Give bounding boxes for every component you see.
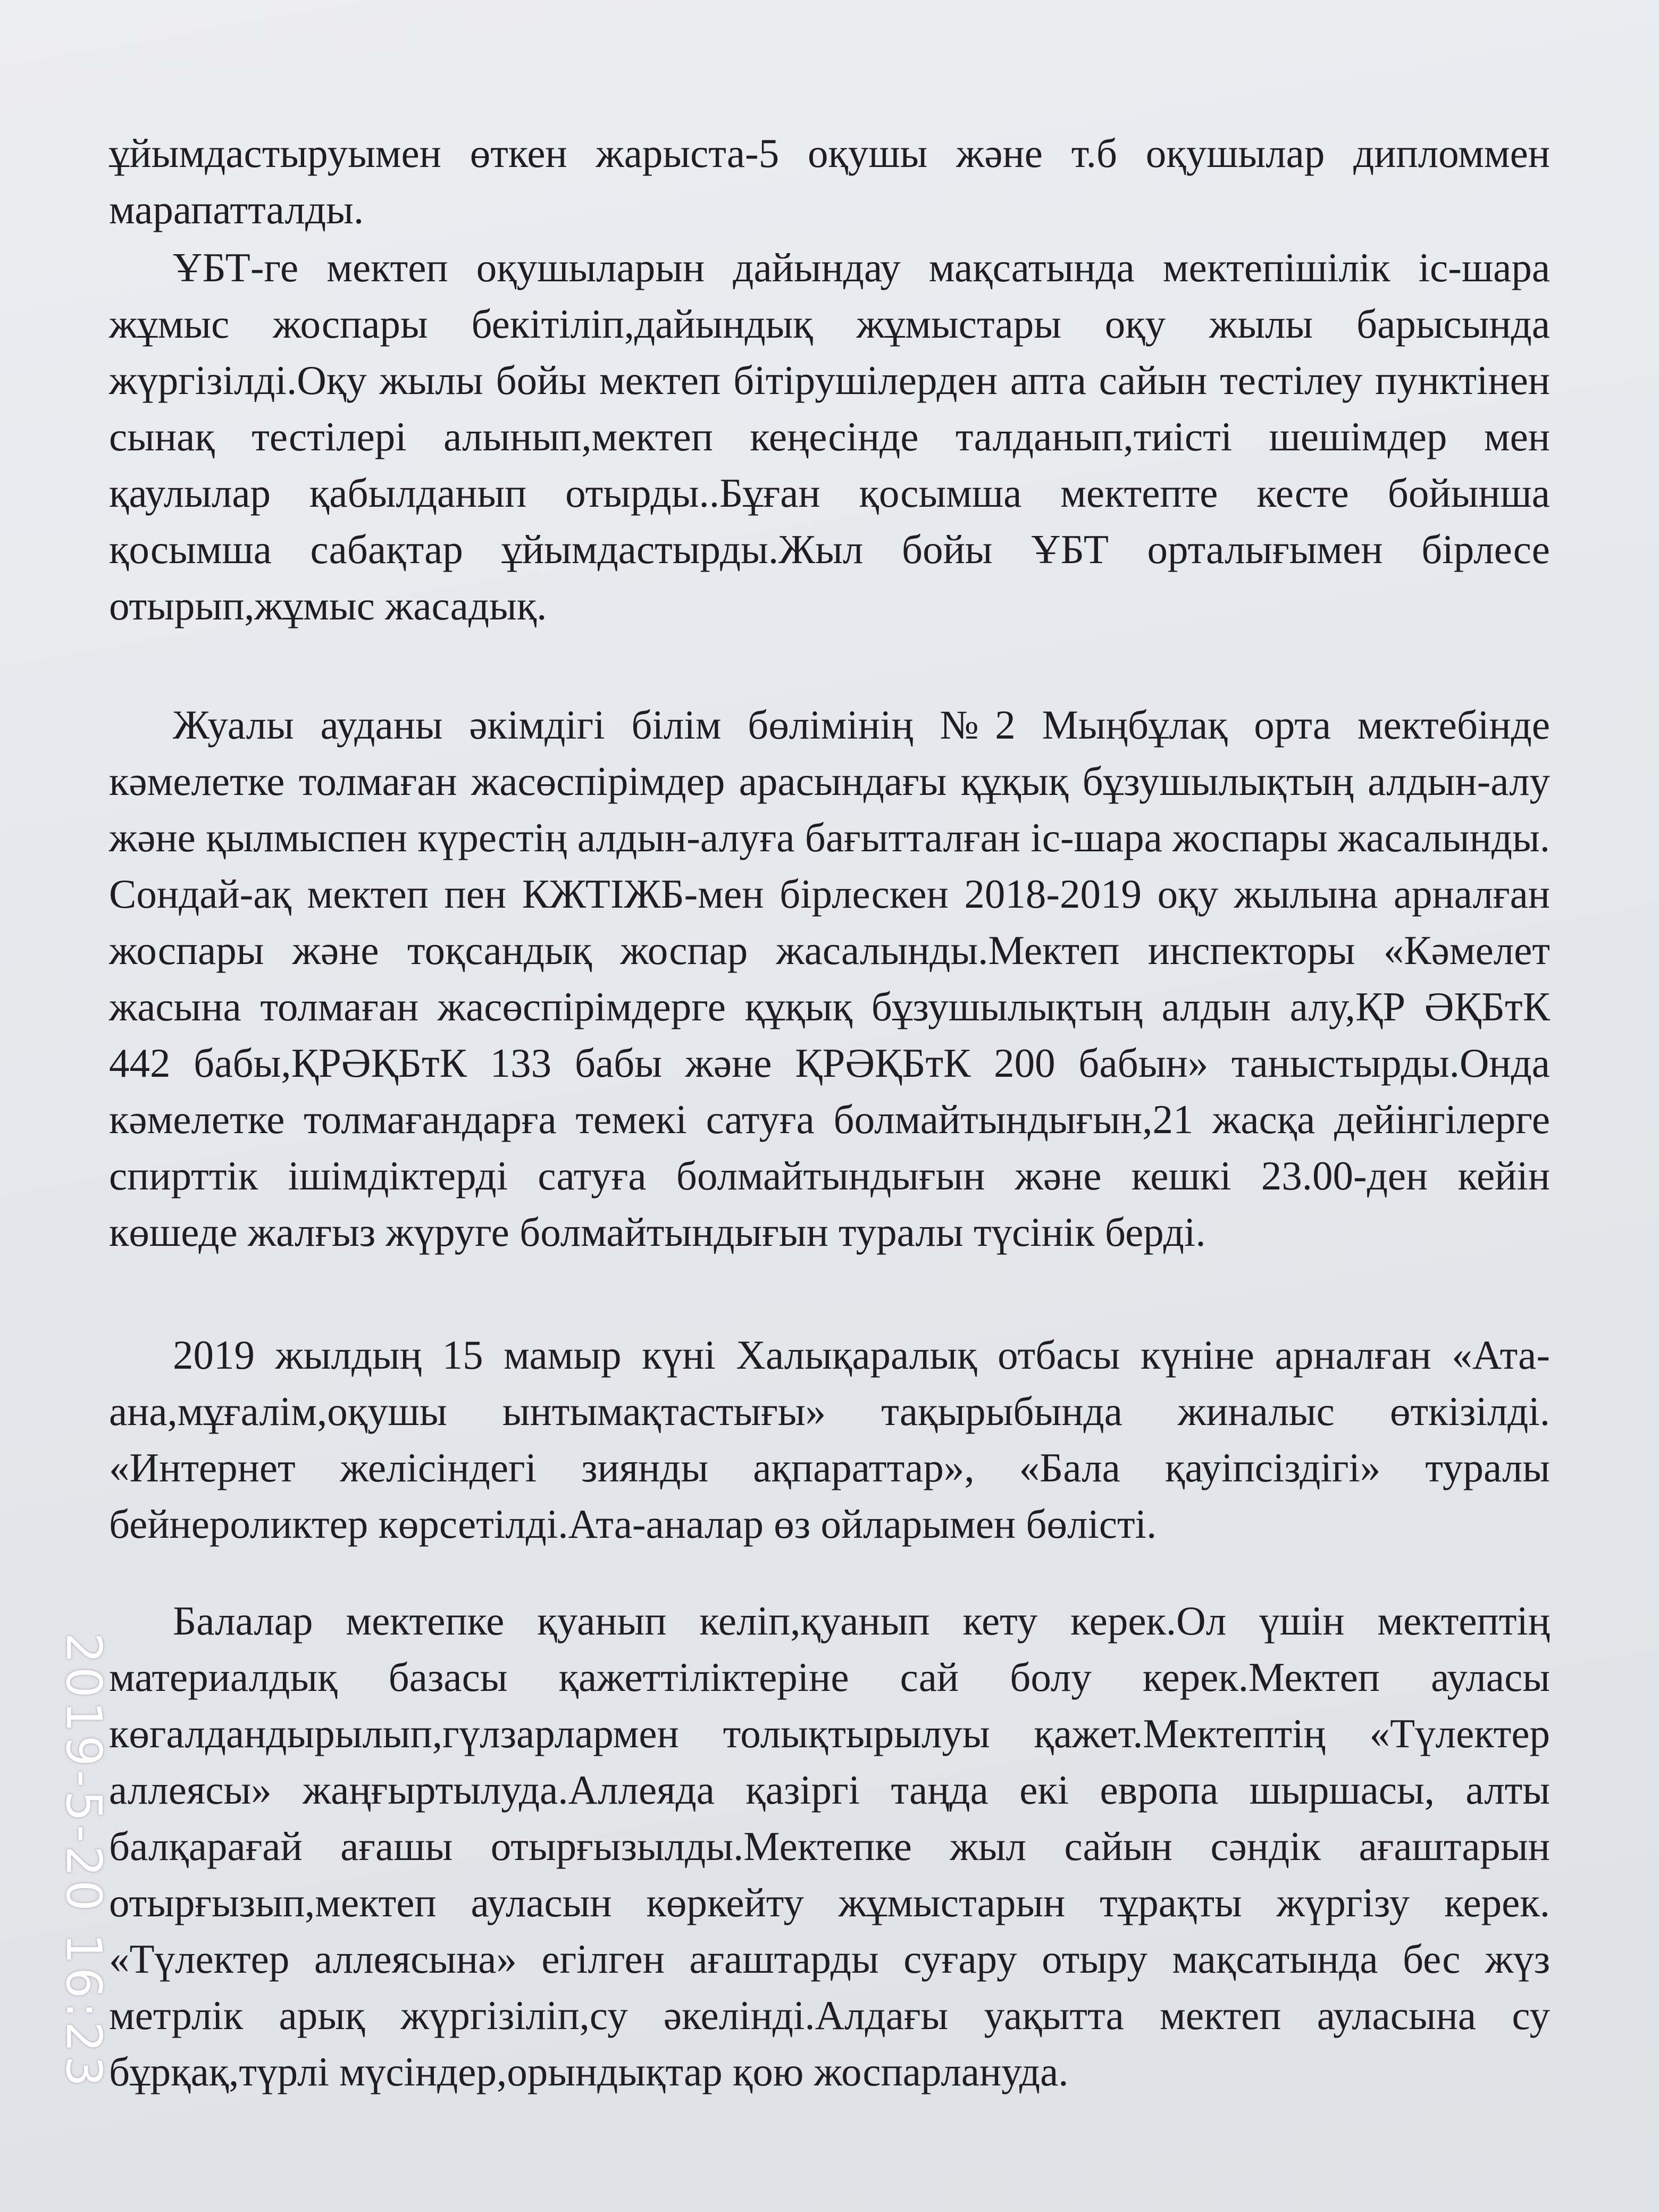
paragraph-continuation: ұйымдастыруымен өткен жарыста-5 оқушы және т.б оқушылар дипломмен марапатталды. [109, 130, 1550, 232]
camera-timestamp-text: 2019-5-20 16:23 [55, 1632, 112, 2090]
paragraph-ubt-preparation: ҰБТ-ге мектеп оқушыларын дайындау мақсатында мектепішілік іс-шара жұмыс жоспары бекітіліп,дайындық жұмыстары оқу жылы барысында жүргізілді.Оқу жылы бойы мектеп бітірушілерден апта сайын тестілеу пунктінен сынақ тестілері алынып,мектеп кеңесінде талданып,тиісті шешімдер мен қаулылар қабылданып отырды..Бұған қосымша мектепте кесте бойынша қосымша сабақтар ұйымдастырды.Жыл бойы ҰБТ орталығымен бірлесе отырып,жұмыс жасадық. [109, 245, 1550, 629]
paragraph-school-yard: Балалар мектепке қуанып келіп,қуанып кету керек.Ол үшін мектептің материалдық базасы қажеттіліктеріне сай болу керек.Мектеп ауласы көгалдандырылып,гүлзарлармен толықтырылуы қажет.Мектептің «Түлектер аллеясы» жаңғыртылуда.Аллеяда қазіргі таңда екі европа шыршасы, алты балқарағай ағашы отырғызылды.Мектепке жыл сайын сәндік ағаштарын отырғызып,мектеп ауласын көркейту жұмыстарын тұрақты жүргізу керек. «Түлектер аллеясына» егілген ағаштарды суғару отыру мақсатында бес жүз метрлік арық жүргізіліп,су әкелінді.Алдағы уақытта мектеп ауласына су бұрқақ,түрлі мүсіндер,орындықтар қою жоспарлануда. [109, 1598, 1550, 2094]
paragraph-crime-prevention: Жуалы ауданы әкімдігі білім бөлімінің №2 Мыңбұлақ орта мектебінде кәмелетке толмаған жасөспірімдер арасындағы құқық бұзушылықтың алдын-алу және қылмыспен күрестің алдын-алуға бағытталған іс-шара жоспары жасалынды. Сондай-ақ мектеп пен КЖТІЖБ-мен бірлескен 2018-2019 оқу жылына арналған жоспары және тоқсандық жоспар жасалынды.Мектеп инспекторы «Кәмелет жасына толмаған жасөспірімдерге құқық бұзушылықтың алдын алу,ҚР ӘҚБтК 442 бабы,ҚРӘҚБтК 133 бабы және ҚРӘҚБтК 200 бабын» таныстырды.Онда кәмелетке толмағандарға темекі сатуға болмайтындығын,21 жасқа дейінгілерге спирттік ішімдіктерді сатуға болмайтындығын және кешкі 23.00-ден кейін көшеде жалғыз жүруге болмайтындығын туралы түсінік берді. [109, 702, 1550, 1255]
paragraph-family-day-meeting: 2019 жылдың 15 мамыр күні Халықаралық отбасы күніне арналған «Ата-ана,мұғалім,оқушы ынтымақтастығы» тақырыбында жиналыс өткізілді. «Интернет желісіндегі зиянды ақпараттар», «Бала қауіпсіздігі» туралы бейнероликтер көрсетілді.Ата-аналар өз ойларымен бөлісті. [109, 1332, 1550, 1547]
camera-timestamp [55, 1632, 112, 2154]
